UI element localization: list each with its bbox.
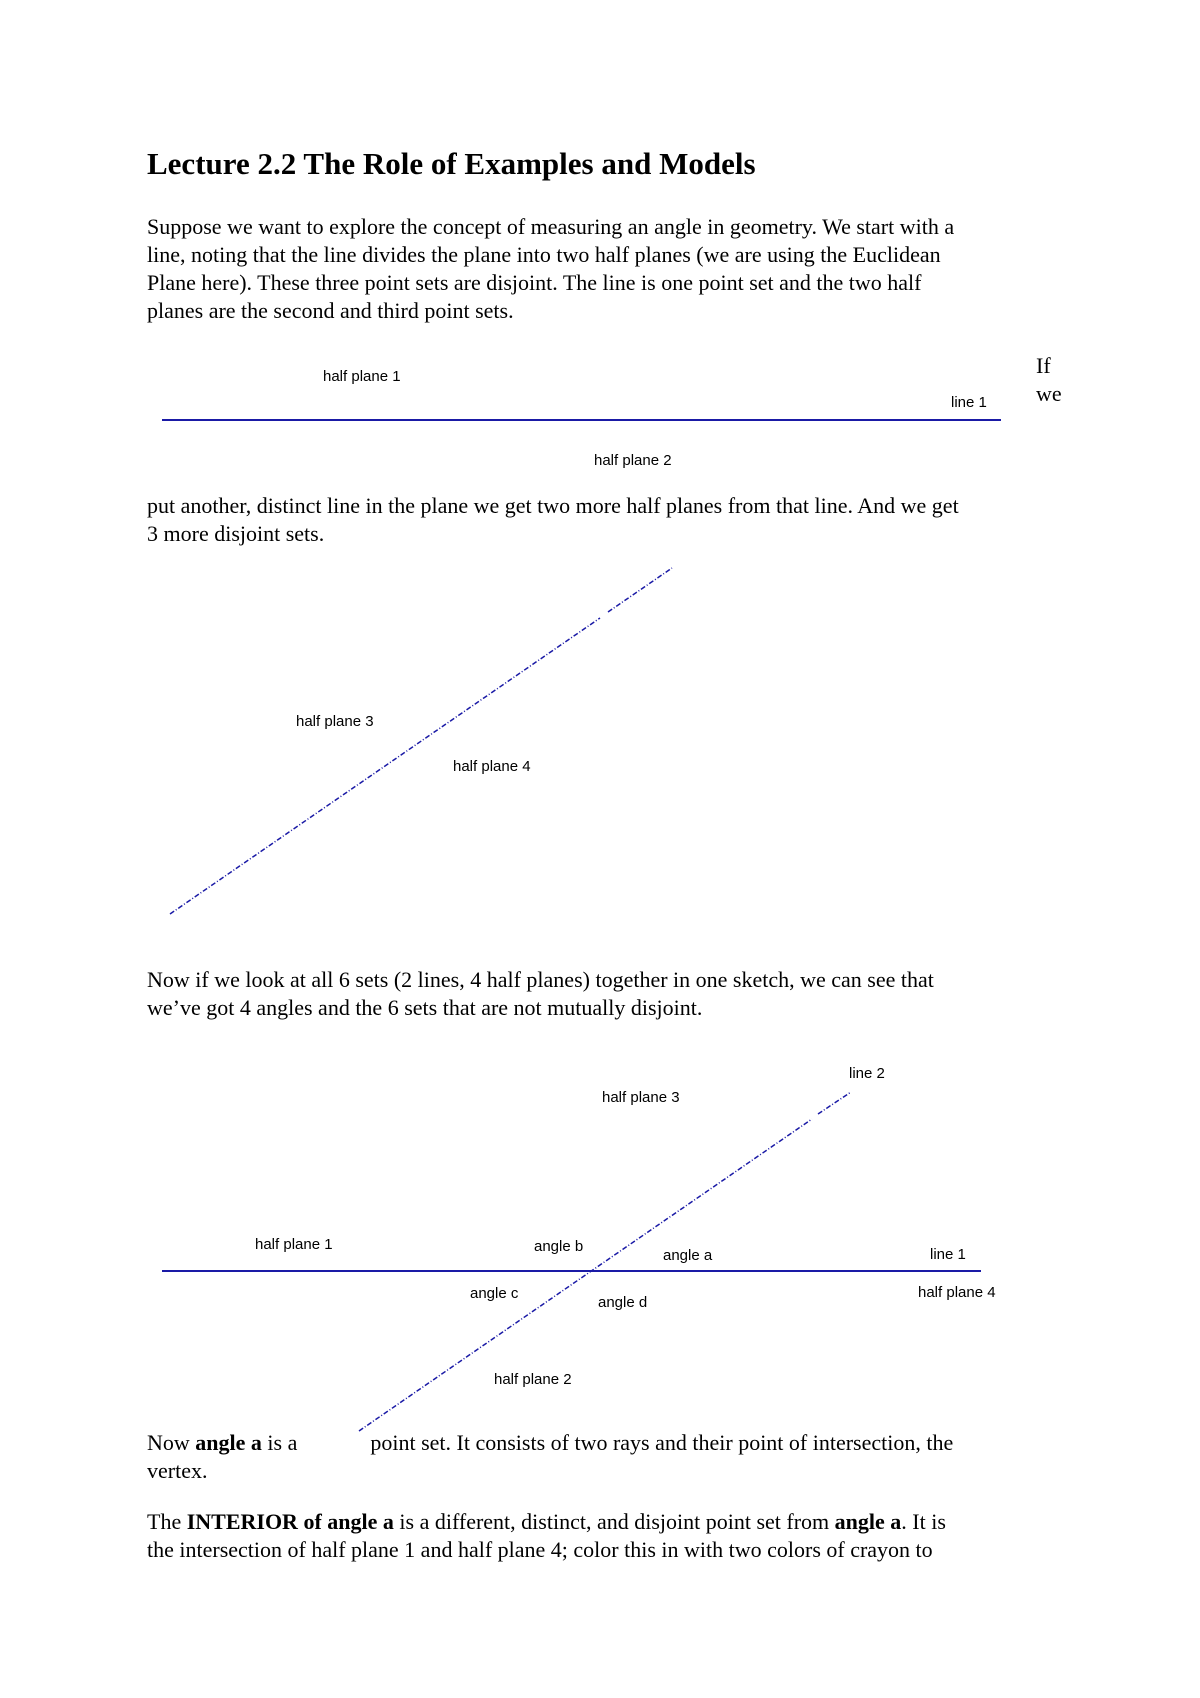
text-line: planes are the second and third point sets. <box>147 298 514 323</box>
line-2 <box>170 618 600 914</box>
diagram-single-line <box>0 350 1200 480</box>
paragraph-second-line <box>147 492 1067 548</box>
label-angle-d: angle d <box>598 1294 648 1311</box>
text-line: line, noting that the line divides the plane into two half planes (we are using the Euclidean <box>147 242 941 267</box>
label-half-plane-1: half plane 1 <box>255 1236 333 1253</box>
label-half-plane-2: half plane 2 <box>594 452 672 469</box>
label-half-plane-3: half plane 3 <box>296 713 374 730</box>
line-2-segment <box>818 1092 851 1114</box>
trailing-word-if: If <box>1036 353 1051 378</box>
page-title: Lecture 2.2 The Role of Examples and Models <box>147 146 756 181</box>
trailing-word-we: we <box>1036 381 1062 406</box>
term-angle-a: angle a <box>834 1509 902 1534</box>
text-line: put another, distinct line in the plane we get two more half planes from that line. And we get <box>147 493 959 518</box>
label-line-1: line 1 <box>930 1246 966 1263</box>
paragraph-intro <box>147 213 1067 325</box>
text-run: . It is <box>901 1509 946 1534</box>
text-run: The <box>147 1509 187 1534</box>
text-line <box>147 1429 1067 1457</box>
line-2 <box>359 1119 812 1431</box>
label-line-1: line 1 <box>951 394 987 411</box>
paragraph-combined <box>147 966 1067 1022</box>
text-line: 3 more disjoint sets. <box>147 521 325 546</box>
label-half-plane-3: half plane 3 <box>602 1089 680 1106</box>
text-run: is a <box>261 1430 298 1455</box>
text-line: Suppose we want to explore the concept of measuring an angle in geometry. We start with a <box>147 214 955 239</box>
text-line: Plane here). These three point sets are disjoint. The line is one point set and the two half <box>147 270 922 295</box>
diagram-intersecting-lines <box>0 1050 1200 1440</box>
label-half-plane-4: half plane 4 <box>918 1284 996 1301</box>
text-line: we’ve got 4 angles and the 6 sets that are not mutually disjoint. <box>147 995 703 1020</box>
term-angle-a: angle a <box>195 1430 262 1455</box>
paragraph-interior <box>147 1508 1067 1564</box>
text-line: vertex. <box>147 1458 208 1483</box>
text-run: Now <box>147 1430 196 1455</box>
label-half-plane-4: half plane 4 <box>453 758 531 775</box>
text-run: point set. It consists of two rays and their point of intersection, the <box>370 1430 954 1455</box>
text-line <box>147 1508 1067 1536</box>
diagram-diagonal-line <box>0 560 1200 920</box>
label-angle-a: angle a <box>663 1247 713 1264</box>
label-half-plane-2: half plane 2 <box>494 1371 572 1388</box>
label-angle-b: angle b <box>534 1238 584 1255</box>
paragraph-angle-a <box>147 1429 1067 1485</box>
label-line-2: line 2 <box>849 1065 885 1082</box>
label-half-plane-1: half plane 1 <box>323 368 401 385</box>
text-line: the intersection of half plane 1 and half plane 4; color this in with two colors of crayon to <box>147 1537 933 1562</box>
line-2-segment <box>608 568 672 612</box>
term-interior-of-angle-a: INTERIOR of angle a <box>186 1509 394 1534</box>
text-line: Now if we look at all 6 sets (2 lines, 4 half planes) together in one sketch, we can see that <box>147 967 934 992</box>
text-run: is a different, distinct, and disjoint point set from <box>393 1509 835 1534</box>
label-angle-c: angle c <box>470 1285 519 1302</box>
